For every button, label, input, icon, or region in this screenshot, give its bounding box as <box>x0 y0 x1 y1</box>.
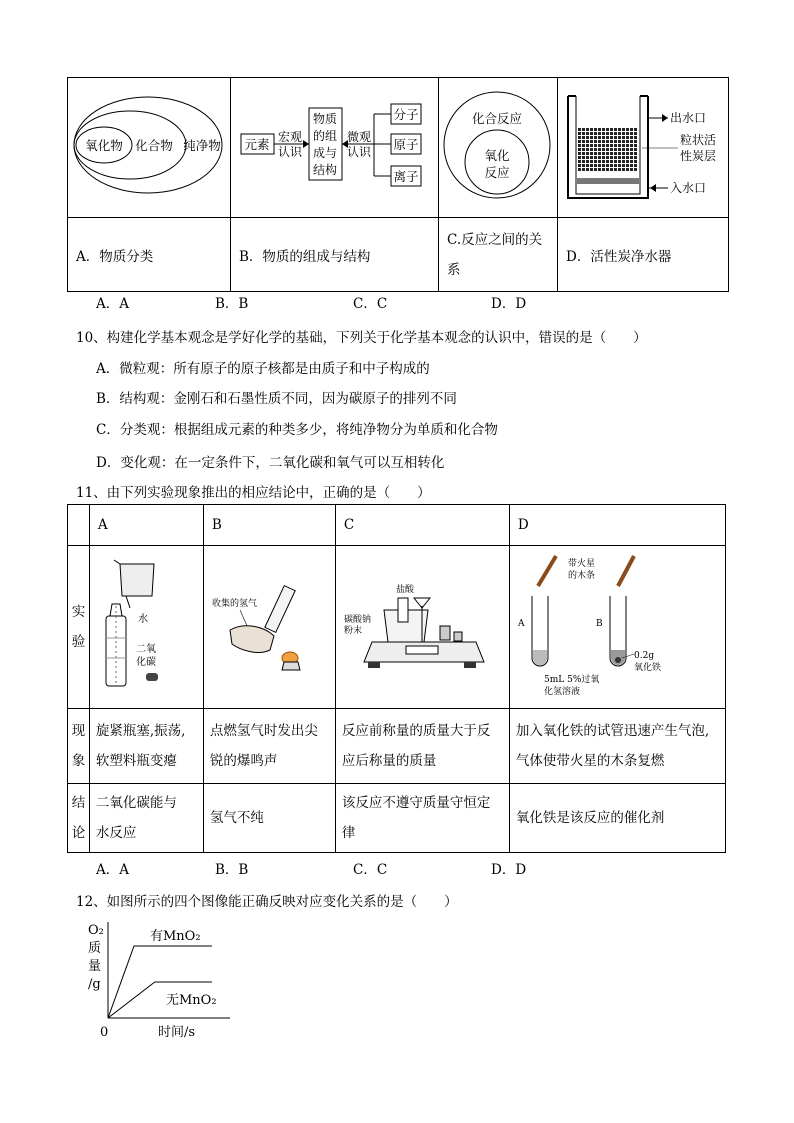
carbon-granule <box>590 168 593 171</box>
carbon-granule <box>610 128 613 131</box>
row-label-experiment-2: 验 <box>71 634 86 650</box>
q11-table <box>67 504 726 853</box>
label-glowing-stick-2: 的木条 <box>567 571 595 581</box>
label-center-3: 成与 <box>312 146 338 160</box>
carbon-granule <box>614 148 617 151</box>
row-label-conclusion-2: 论 <box>71 825 86 841</box>
carbon-granule <box>582 132 585 135</box>
q10-option-c[interactable]: C．分类观：根据组成元素的种类多少，将纯净物分为单质和化合物 <box>96 422 498 438</box>
q10-option-b[interactable]: B．结构观：金刚石和石墨性质不同，因为碳原子的排列不同 <box>96 391 457 407</box>
q9-option-d[interactable]: D．D <box>491 296 527 312</box>
experiment-b <box>203 546 335 709</box>
composition-diagram <box>231 78 438 213</box>
carbon-granule <box>602 160 605 163</box>
carbon-granule <box>634 156 637 159</box>
carbon-granule <box>618 160 621 163</box>
o2-mass-chart <box>80 918 250 1043</box>
carbon-granule <box>578 128 581 131</box>
label-water: 水 <box>137 614 148 625</box>
carbon-granule <box>606 156 609 159</box>
label-iron-oxide: 氧化铁 <box>633 663 661 673</box>
carbon-granule <box>594 144 597 147</box>
row-label-phenomenon-1: 现 <box>71 723 86 739</box>
diagram-a-cell <box>68 78 231 218</box>
q12-stem: 12、如图所示的四个图像能正确反映对应变化关系的是（ ） <box>76 894 458 910</box>
carbon-granule <box>606 144 609 147</box>
carbon-granule <box>586 144 589 147</box>
carbon-granule <box>634 160 637 163</box>
carbon-granule <box>594 148 597 151</box>
phenomenon-d <box>509 709 725 784</box>
header-a: A <box>89 505 203 546</box>
carbon-granule <box>630 168 633 171</box>
carbon-granule <box>582 160 585 163</box>
carbon-granule <box>598 144 601 147</box>
carbon-granule <box>630 128 633 131</box>
co2-bottle-figure <box>90 546 200 704</box>
phenomenon-c-2: 应后称量的质量 <box>341 753 437 769</box>
label-carbon: 粒状活 <box>680 133 717 147</box>
carbon-granule <box>622 152 625 155</box>
carbon-granule <box>614 160 617 163</box>
experiment-d <box>509 546 725 709</box>
carbon-granule <box>614 132 617 135</box>
conclusion-c-2: 律 <box>341 825 356 841</box>
row-label-conclusion <box>68 784 90 853</box>
header-d: D <box>509 505 725 546</box>
carbon-granule <box>634 144 637 147</box>
label-tube-a: A <box>517 619 525 629</box>
carbon-granule <box>582 168 585 171</box>
x-label: 时间/s <box>158 1025 196 1040</box>
carbon-granule <box>590 132 593 135</box>
carbon-granule <box>602 128 605 131</box>
carbon-granule <box>622 168 625 171</box>
carbon-granule <box>610 156 613 159</box>
carbon-granule <box>618 168 621 171</box>
diagram-d-cell <box>558 78 729 218</box>
carbon-granule <box>598 132 601 135</box>
carbon-granule <box>598 168 601 171</box>
experiment-c <box>335 546 509 709</box>
label-sodium-carbonate-2: 粉末 <box>343 626 362 636</box>
label-atom: 原子 <box>393 137 419 152</box>
carbon-granule <box>590 152 593 155</box>
carbon-granule <box>614 140 617 143</box>
carbon-granule <box>610 160 613 163</box>
carbon-granule <box>594 140 597 143</box>
carbon-granule <box>622 164 625 167</box>
y-label-3: 量 <box>88 959 102 974</box>
carbon-granule <box>634 136 637 139</box>
label-center-1: 物质 <box>312 112 338 126</box>
label-carbon-2: 性炭层 <box>680 149 717 163</box>
carbon-granule <box>634 132 637 135</box>
carbon-granule <box>590 160 593 163</box>
carbon-granule <box>630 152 633 155</box>
carbon-granule <box>578 148 581 151</box>
header-b: B <box>203 505 335 546</box>
caption-c-line2: 系 <box>447 261 461 278</box>
carbon-granule <box>610 144 613 147</box>
carbon-granule <box>578 136 581 139</box>
label-solution: 5mL 5%过氧 <box>543 675 600 685</box>
label-water-outlet: 出水口 <box>670 111 707 125</box>
phenomenon-b-1: 点燃氢气时发出尖 <box>209 723 318 739</box>
carbon-granule <box>618 156 621 159</box>
carbon-granule <box>578 160 581 163</box>
carbon-granule <box>630 132 633 135</box>
carbon-granule <box>610 164 613 167</box>
carbon-granule <box>598 140 601 143</box>
carbon-granule <box>586 168 589 171</box>
carbon-granule <box>602 164 605 167</box>
conclusion-d-1: 氧化铁是该反应的催化剂 <box>515 810 665 826</box>
carbon-granule <box>634 168 637 171</box>
carbon-granule <box>606 160 609 163</box>
carbon-granule <box>630 148 633 151</box>
conclusion-a <box>89 784 203 853</box>
carbon-granule <box>622 156 625 159</box>
carbon-granule <box>598 164 601 167</box>
carbon-granule <box>606 168 609 171</box>
label-tube-b: B <box>595 619 603 629</box>
carbon-granule <box>578 140 581 143</box>
row-label-phenomenon-2: 象 <box>71 753 86 769</box>
conclusion-c <box>335 784 509 853</box>
series-label-1: 有MnO₂ <box>150 929 201 944</box>
carbon-granule <box>630 140 633 143</box>
carbon-granule <box>626 136 629 139</box>
label-micro: 微观 <box>346 130 372 144</box>
carbon-granule <box>634 128 637 131</box>
carbon-granule <box>618 128 621 131</box>
carbon-granule <box>602 148 605 151</box>
label-center-2: 的组 <box>312 129 338 143</box>
carbon-granule <box>626 152 629 155</box>
carbon-granule <box>606 136 609 139</box>
activated-carbon-layer <box>578 128 637 171</box>
conclusion-b-1: 氢气不纯 <box>209 810 264 826</box>
conclusion-b <box>203 784 335 853</box>
label-co2: 二氧 <box>135 644 156 655</box>
carbon-granule <box>622 132 625 135</box>
carbon-granule <box>586 132 589 135</box>
row-label-conclusion-1: 结 <box>71 795 86 811</box>
carbon-granule <box>594 136 597 139</box>
carbon-granule <box>614 164 617 167</box>
carbon-granule <box>582 136 585 139</box>
carbon-granule <box>610 136 613 139</box>
carbon-granule <box>614 144 617 147</box>
label-combination-reaction: 化合反应 <box>471 111 523 126</box>
carbon-granule <box>618 148 621 151</box>
caption-b: B．物质的组成与结构 <box>231 218 439 292</box>
series-label-2: 无MnO₂ <box>166 993 217 1008</box>
carbon-granule <box>618 132 621 135</box>
phenomenon-d-1: 加入氧化铁的试管迅速产生气泡, <box>515 723 710 739</box>
carbon-granule <box>598 156 601 159</box>
carbon-granule <box>626 164 629 167</box>
q11-option-c[interactable]: C．C <box>353 862 388 878</box>
q9-option-a[interactable]: A．A <box>96 296 129 312</box>
carbon-granule <box>618 136 621 139</box>
label-water-inlet: 入水口 <box>670 181 707 195</box>
carbon-granule <box>582 144 585 147</box>
carbon-granule <box>630 136 633 139</box>
caption-d: D．活性炭净水器 <box>558 218 729 292</box>
carbon-granule <box>582 148 585 151</box>
carbon-granule <box>586 152 589 155</box>
carbon-granule <box>622 140 625 143</box>
carbon-granule <box>594 168 597 171</box>
q10-option-d[interactable]: D．变化观：在一定条件下，二氧化碳和氧气可以互相转化 <box>96 455 445 471</box>
carbon-granule <box>622 136 625 139</box>
phenomenon-b <box>203 709 335 784</box>
carbon-granule <box>614 168 617 171</box>
carbon-granule <box>598 148 601 151</box>
carbon-granule <box>582 156 585 159</box>
q11-option-b[interactable]: B．B <box>215 862 249 878</box>
phenomenon-a-2: 软塑料瓶变瘪 <box>95 753 177 769</box>
carbon-granule <box>590 148 593 151</box>
carbon-granule <box>630 164 633 167</box>
carbon-granule <box>586 156 589 159</box>
carbon-granule <box>598 152 601 155</box>
q11-option-a[interactable]: A．A <box>96 862 129 878</box>
carbon-granule <box>602 152 605 155</box>
carbon-granule <box>634 164 637 167</box>
carbon-granule <box>586 136 589 139</box>
diagram-c-cell <box>439 78 558 218</box>
carbon-granule <box>630 160 633 163</box>
label-sodium-carbonate: 碳酸钠 <box>343 615 371 625</box>
phenomenon-d-2: 气体使带火星的木条复燃 <box>515 753 665 769</box>
carbon-granule <box>578 144 581 147</box>
carbon-granule <box>626 156 629 159</box>
label-glowing-stick: 带火星 <box>567 559 595 569</box>
carbon-granule <box>606 164 609 167</box>
experiment-a <box>89 546 203 709</box>
water-purifier-diagram <box>558 78 728 213</box>
label-oxidation: 氧化 <box>484 148 510 163</box>
carbon-granule <box>634 152 637 155</box>
carbon-granule <box>590 140 593 143</box>
label-element: 元素 <box>244 137 270 152</box>
label-hydrochloric-acid: 盐酸 <box>395 585 414 595</box>
carbon-granule <box>578 132 581 135</box>
carbon-granule <box>626 128 629 131</box>
carbon-granule <box>606 152 609 155</box>
carbon-granule <box>594 152 597 155</box>
phenomenon-c-1: 反应前称量的质量大于反 <box>341 723 491 739</box>
carbon-granule <box>594 128 597 131</box>
q11-option-d[interactable]: D．D <box>491 862 527 878</box>
carbon-granule <box>626 140 629 143</box>
carbon-granule <box>622 148 625 151</box>
carbon-granule <box>602 144 605 147</box>
carbon-granule <box>618 164 621 167</box>
carbon-granule <box>622 144 625 147</box>
carbon-granule <box>578 164 581 167</box>
carbon-granule <box>614 136 617 139</box>
row-label-experiment-1: 实 <box>71 604 86 620</box>
q9-option-c[interactable]: C．C <box>353 296 388 312</box>
carbon-granule <box>606 140 609 143</box>
carbon-granule <box>610 168 613 171</box>
carbon-granule <box>630 144 633 147</box>
carbon-granule <box>590 144 593 147</box>
series-layer <box>108 929 217 1018</box>
catalyst-test-figure <box>510 546 722 704</box>
origin-label: 0 <box>100 1025 109 1040</box>
reaction-diagram <box>439 78 557 213</box>
label-mass: 0.2g <box>633 651 654 661</box>
carbon-granule <box>590 156 593 159</box>
carbon-granule <box>626 148 629 151</box>
classification-diagram <box>68 78 230 213</box>
label-center-4: 结构 <box>312 163 338 177</box>
carbon-granule <box>618 140 621 143</box>
carbon-granule <box>578 168 581 171</box>
carbon-granule <box>606 132 609 135</box>
carbon-granule <box>586 160 589 163</box>
caption-c-line1: C.反应之间的关 <box>447 231 543 248</box>
carbon-granule <box>602 156 605 159</box>
q10-stem: 10、构建化学基本观念是学好化学的基础，下列关于化学基本观念的认识中，错误的是（ ） <box>76 330 647 346</box>
phenomenon-b-2: 锐的爆鸣声 <box>209 753 278 769</box>
q11-stem: 11、由下列实验现象推出的相应结论中，正确的是（ ） <box>76 485 431 501</box>
label-macro-2: 认识 <box>277 145 303 159</box>
carbon-granule <box>610 132 613 135</box>
row-label-phenomenon <box>68 709 90 784</box>
carbon-granule <box>602 132 605 135</box>
carbon-granule <box>618 144 621 147</box>
carbon-granule <box>622 160 625 163</box>
carbon-granule <box>598 160 601 163</box>
diagram-b-cell <box>231 78 439 218</box>
carbon-granule <box>602 168 605 171</box>
caption-c <box>439 218 558 292</box>
label-pure-substance: 纯净物 <box>183 138 221 153</box>
carbon-granule <box>626 132 629 135</box>
carbon-granule <box>606 148 609 151</box>
carbon-granule <box>582 128 585 131</box>
carbon-granule <box>594 164 597 167</box>
carbon-granule <box>582 152 585 155</box>
label-ion: 离子 <box>393 169 419 184</box>
row-label-experiment <box>68 546 90 709</box>
q9-option-b[interactable]: B．B <box>215 296 249 312</box>
carbon-granule <box>614 156 617 159</box>
conclusion-d <box>509 784 725 853</box>
carbon-granule <box>594 132 597 135</box>
y-label-4: /g <box>88 977 101 992</box>
conclusion-c-1: 该反应不遵守质量守恒定 <box>341 795 491 811</box>
carbon-granule <box>622 128 625 131</box>
header-c: C <box>335 505 509 546</box>
carbon-granule <box>626 144 629 147</box>
carbon-granule <box>598 128 601 131</box>
label-micro-2: 认识 <box>346 145 372 159</box>
carbon-granule <box>590 128 593 131</box>
phenomenon-c <box>335 709 509 784</box>
carbon-granule <box>586 128 589 131</box>
carbon-granule <box>578 156 581 159</box>
label-compound: 化合物 <box>135 138 173 153</box>
conclusion-a-2: 水反应 <box>95 825 137 841</box>
carbon-granule <box>602 140 605 143</box>
conclusion-a-1: 二氧化碳能与 <box>95 795 177 811</box>
carbon-granule <box>630 156 633 159</box>
carbon-granule <box>610 152 613 155</box>
caption-a: A．物质分类 <box>68 218 231 292</box>
carbon-granule <box>610 148 613 151</box>
carbon-granule <box>614 152 617 155</box>
hydrogen-test-figure <box>204 546 332 704</box>
carbon-granule <box>578 152 581 155</box>
label-oxidation-2: 反应 <box>484 165 510 180</box>
q9-table <box>67 77 729 292</box>
carbon-granule <box>590 164 593 167</box>
carbon-granule <box>586 140 589 143</box>
label-co2-2: 化碳 <box>135 657 156 668</box>
y-label-2: 质 <box>88 941 102 956</box>
label-collected-hydrogen: 收集的氢气 <box>211 599 257 609</box>
label-solution-2: 化氢溶液 <box>543 687 580 697</box>
carbon-granule <box>594 160 597 163</box>
q10-option-a[interactable]: A．微粒观：所有原子的原子核都是由质子和中子构成的 <box>96 361 430 377</box>
carbon-granule <box>634 148 637 151</box>
carbon-granule <box>626 168 629 171</box>
carbon-granule <box>594 156 597 159</box>
carbon-granule <box>602 136 605 139</box>
carbon-granule <box>626 160 629 163</box>
phenomenon-a-1: 旋紧瓶塞,振荡, <box>95 723 186 739</box>
y-label-1: O₂ <box>88 923 104 938</box>
label-oxide: 氧化物 <box>85 138 123 153</box>
label-macro: 宏观 <box>277 130 303 144</box>
carbon-granule <box>586 148 589 151</box>
carbon-granule <box>634 140 637 143</box>
phenomenon-a <box>89 709 203 784</box>
carbon-granule <box>618 152 621 155</box>
carbon-granule <box>598 136 601 139</box>
carbon-granule <box>586 164 589 167</box>
carbon-granule <box>590 136 593 139</box>
header-empty <box>68 505 90 546</box>
carbon-granule <box>606 128 609 131</box>
balance-figure <box>336 546 506 704</box>
carbon-granule <box>610 140 613 143</box>
carbon-granule <box>614 128 617 131</box>
label-molecule: 分子 <box>393 107 419 122</box>
carbon-granule <box>582 140 585 143</box>
carbon-granule <box>582 164 585 167</box>
